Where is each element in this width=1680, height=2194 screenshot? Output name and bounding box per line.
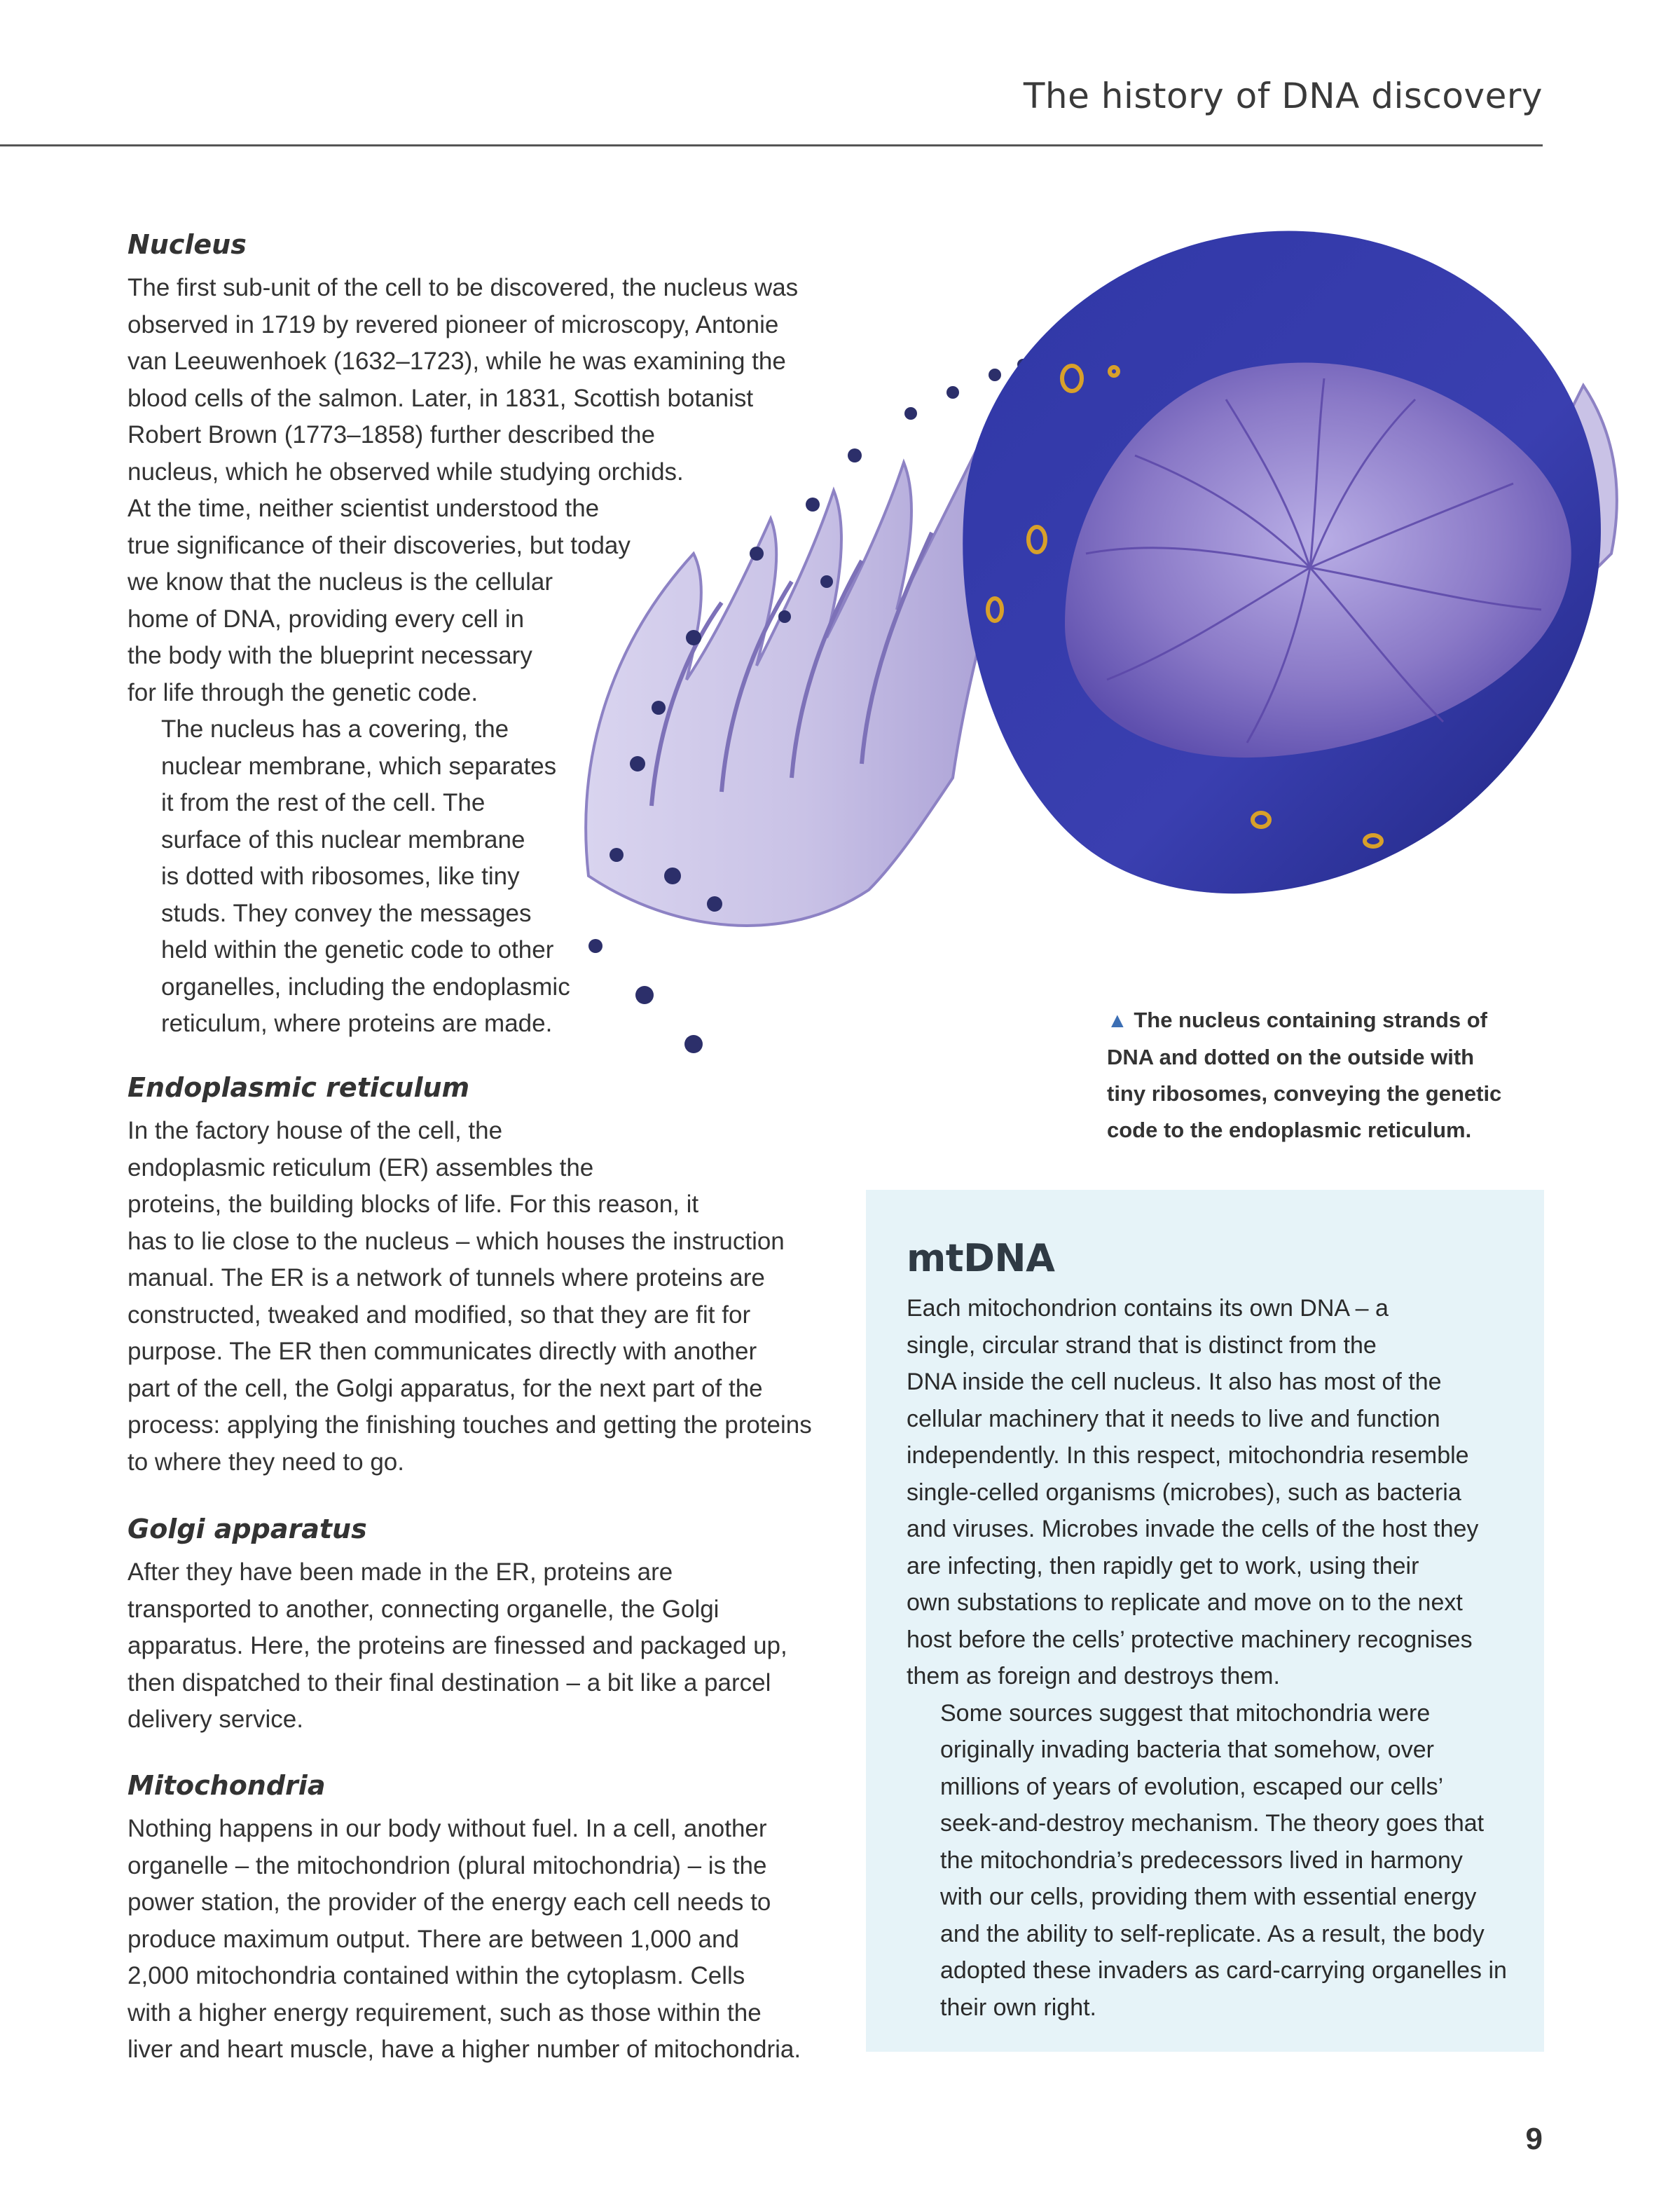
text-line: with a higher energy requirement, such as those within the: [128, 1998, 762, 2027]
text-line: The nucleus has a covering, the: [161, 715, 509, 743]
text-line: has to lie close to the nucleus – which houses the instruction: [128, 1227, 785, 1255]
text-line: proteins, the building blocks of life. For this reason, it: [128, 1191, 699, 1218]
nucleus-er-illustration: [532, 189, 1639, 1072]
text-line: delivery service.: [128, 1706, 303, 1733]
text-line: are infecting, then rapidly get to work, using their: [907, 1552, 1419, 1579]
text-line: true significance of their discoveries, but today: [128, 531, 631, 559]
text-line: Some sources suggest that mitochondria were: [940, 1699, 1431, 1727]
text-line: is dotted with ribosomes, like tiny: [161, 863, 520, 890]
section-heading: Golgi apparatus: [128, 1514, 367, 1544]
section-golgi-apparatus: [128, 1514, 828, 1739]
sidebar-paragraph-1: [907, 1290, 1503, 1695]
text-line: single-celled organisms (microbes), such as bacteria: [907, 1479, 1461, 1506]
text-line: organelle – the mitochondrion (plural mitochondria) – is the: [128, 1851, 767, 1879]
text-line: In the factory house of the cell, the: [128, 1117, 503, 1144]
text-line: produce maximum output. There are between 1,000 and: [128, 1925, 739, 1953]
text-line: After they have been made in the ER, proteins are: [128, 1558, 673, 1586]
caption-triangle-icon: ▲: [1107, 1009, 1128, 1032]
text-line: 2,000 mitochondria contained within the cytoplasm. Cells: [128, 1962, 745, 1989]
text-line: liver and heart muscle, have a higher number of mitochondria.: [128, 2036, 801, 2063]
text-line: observed in 1719 by revered pioneer of microscopy, Antonie: [128, 310, 779, 338]
text-line: code to the endoplasmic reticulum.: [1107, 1118, 1472, 1142]
text-line: At the time, neither scientist understood the: [128, 495, 600, 522]
text-line: studs. They convey the messages: [161, 899, 532, 927]
text-line: apparatus. Here, the proteins are finessed and packaged up,: [128, 1632, 787, 1659]
text-line: nuclear membrane, which separates: [161, 752, 557, 780]
text-line: independently. In this respect, mitochondria resemble: [907, 1442, 1469, 1469]
text-line: seek-and-destroy mechanism. The theory goes that: [940, 1810, 1485, 1837]
text-line: adopted these invaders as card-carrying organelles in: [940, 1957, 1507, 1984]
header-rule: [0, 144, 1543, 146]
text-line: and the ability to self-replicate. As a result, the body: [940, 1920, 1485, 1947]
text-line: own substations to replicate and move on to the next: [907, 1589, 1463, 1616]
text-line: millions of years of evolution, escaped our cells’: [940, 1773, 1444, 1800]
mtdna-sidebar: [866, 1190, 1544, 2052]
text-line: DNA inside the cell nucleus. It also has most of the: [907, 1369, 1442, 1395]
text-line: purpose. The ER then communicates directly with another: [128, 1338, 757, 1365]
text-line: The first sub-unit of the cell to be discovered, the nucleus was: [128, 274, 799, 301]
text-line: for life through the genetic code.: [128, 678, 478, 706]
text-line: with our cells, providing them with essential energy: [940, 1884, 1477, 1910]
text-line: tiny ribosomes, conveying the genetic: [1107, 1081, 1502, 1106]
page-number: 9: [1525, 2122, 1543, 2156]
section-endoplasmic-reticulum: [128, 1072, 828, 1481]
text-line: process: applying the finishing touches and getting the proteins: [128, 1411, 812, 1439]
text-line: transported to another, connecting organelle, the Golgi: [128, 1595, 719, 1623]
text-line: reticulum, where proteins are made.: [161, 1010, 553, 1037]
text-line: The nucleus containing strands of: [1134, 1008, 1487, 1032]
text-line: Each mitochondrion contains its own DNA – a: [907, 1295, 1389, 1322]
text-line: constructed, tweaked and modified, so that they are fit for: [128, 1301, 751, 1329]
text-line: and viruses. Microbes invade the cells of the host they: [907, 1516, 1479, 1542]
text-line: part of the cell, the Golgi apparatus, for the next part of the: [128, 1374, 763, 1402]
text-line: then dispatched to their final destination – a bit like a parcel: [128, 1668, 771, 1696]
text-line: manual. The ER is a network of tunnels where proteins are: [128, 1264, 765, 1291]
section-heading: Endoplasmic reticulum: [128, 1072, 470, 1103]
cell-illustration-svg: [532, 189, 1639, 1072]
text-line: held within the genetic code to other: [161, 936, 554, 964]
golgi-paragraph: [128, 1554, 828, 1739]
text-line: the mitochondria’s predecessors lived in harmony: [940, 1846, 1463, 1874]
text-line: them as foreign and destroys them.: [907, 1663, 1280, 1689]
text-line: blood cells of the salmon. Later, in 1831, Scottish botanist: [128, 384, 754, 412]
text-line: power station, the provider of the energy each cell needs to: [128, 1888, 771, 1916]
text-line: host before the cells’ protective machinery recognises: [907, 1626, 1473, 1653]
text-line: to where they need to go.: [128, 1448, 404, 1476]
text-line: the body with the blueprint necessary: [128, 642, 532, 669]
section-heading: Nucleus: [128, 229, 247, 260]
text-line: DNA and dotted on the outside with: [1107, 1045, 1475, 1069]
text-line: Nothing happens in our body without fuel. In a cell, another: [128, 1815, 767, 1842]
text-line: nucleus, which he observed while studying orchids.: [128, 458, 684, 486]
text-line: surface of this nuclear membrane: [161, 825, 525, 853]
er-paragraph: [128, 1113, 828, 1481]
text-line: their own right.: [940, 1994, 1096, 2021]
running-head: The history of DNA discovery: [1023, 76, 1543, 116]
text-line: single, circular strand that is distinct from the: [907, 1331, 1377, 1359]
text-line: Robert Brown (1773–1858) further described the: [128, 421, 655, 448]
section-heading: Mitochondria: [128, 1770, 326, 1801]
text-line: endoplasmic reticulum (ER) assembles the: [128, 1153, 594, 1181]
text-line: cellular machinery that it needs to live and function: [907, 1405, 1440, 1432]
caption-text: [1107, 1008, 1502, 1149]
text-line: originally invading bacteria that somehow, over: [940, 1736, 1434, 1763]
mitochondria-paragraph: [128, 1811, 828, 2069]
text-line: we know that the nucleus is the cellular: [128, 568, 553, 596]
text-line: van Leeuwenhoek (1632–1723), while he was examining the: [128, 348, 786, 375]
text-line: it from the rest of the cell. The: [161, 789, 486, 816]
text-line: organelles, including the endoplasmic: [161, 973, 570, 1001]
text-line: home of DNA, providing every cell in: [128, 605, 525, 633]
sidebar-paragraph-2: [907, 1695, 1507, 2027]
section-mitochondria: [128, 1770, 828, 2069]
sidebar-title: mtDNA: [907, 1236, 1055, 1280]
figure-caption: [1107, 1002, 1502, 1149]
